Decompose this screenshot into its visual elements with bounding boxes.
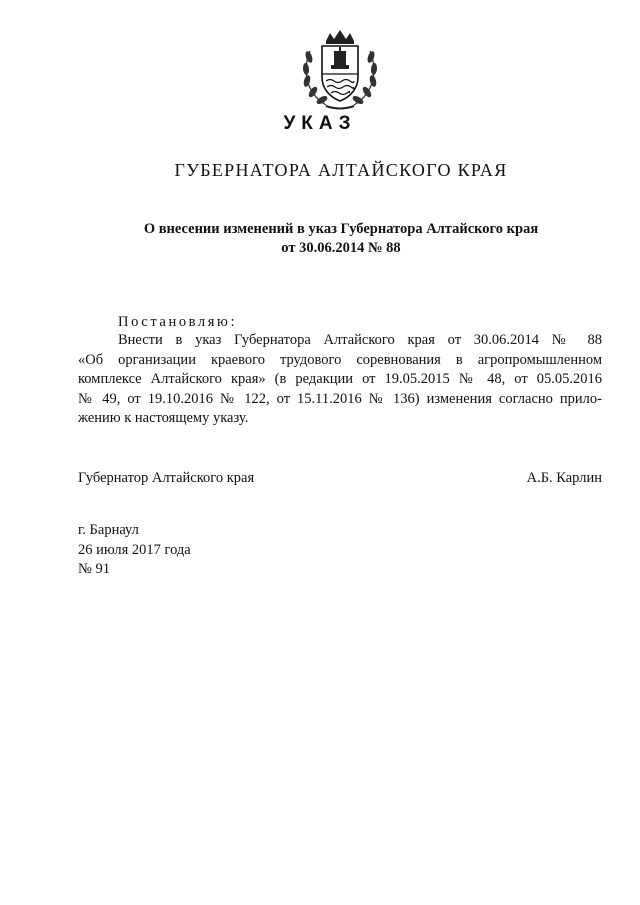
subject-date-line: от 30.06.2014 № 88 [281,240,401,256]
city: г. Барнаул [78,522,139,538]
body-paragraph [78,331,602,429]
subject-line: О внесении изменений в указ Губернатора Алтайского края [143,221,539,237]
body-line: «Об организации краевого трудового соревнования в агропромышленном [78,351,602,368]
signer-name: А.Б. Карлин [526,470,602,486]
body-line: № 49, от 19.10.2016 № 122, от 15.11.2016 № 136) изменения согласно прило- [78,390,602,407]
issuer-heading: ГУБЕРНАТОРА АЛТАЙСКОГО КРАЯ [174,160,508,180]
document-number: № 91 [78,561,110,577]
decree-word: Постановляю: [118,314,238,330]
signer-title: Губернатор Алтайского края [78,470,255,486]
issue-date: 26 июля 2017 года [78,541,191,558]
document-type-heading: УКАЗ [283,113,357,134]
body-line: комплексе Алтайского края» (в редакции от 19.05.2015 № 48, от 05.05.2016 [78,371,602,387]
place-date-block [78,521,191,580]
document-subject [0,220,640,258]
body-line: жению к настоящему указу. [78,410,249,426]
body-line: Внести в указ Губернатора Алтайского края от 30.06.2014 № 88 [118,332,602,348]
altai-krai-coat-of-arms-icon [296,27,384,111]
